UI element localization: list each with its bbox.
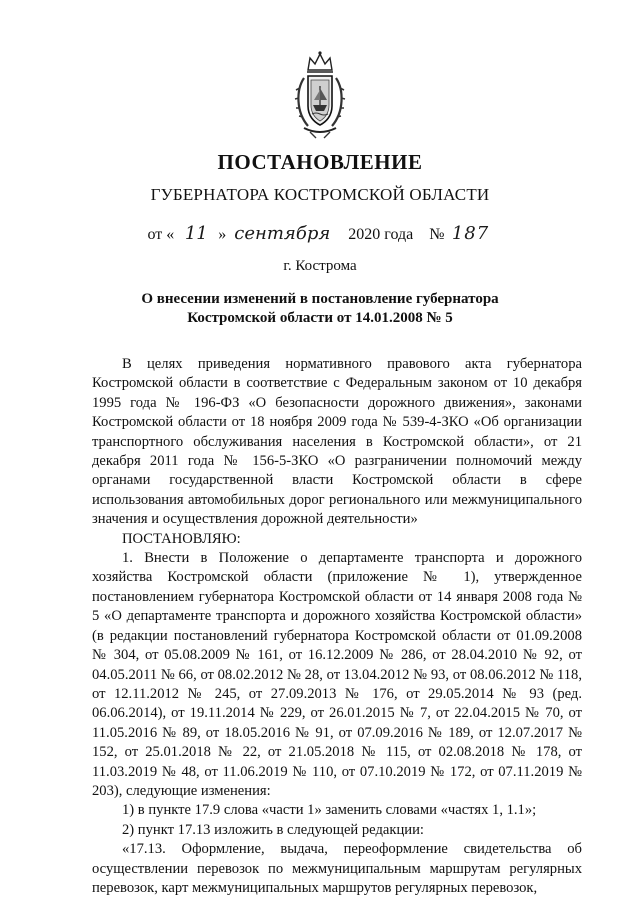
body-paragraph: 2) пункт 17.13 изложить в следующей редакции: — [122, 821, 424, 838]
number-sign: № — [429, 226, 445, 243]
issuer-name: ГУБЕРНАТОРА КОСТРОМСКОЙ ОБЛАСТИ — [150, 185, 490, 204]
date-number-line — [0, 223, 640, 244]
coat-of-arms-icon — [290, 50, 350, 140]
document-title: ПОСТАНОВЛЕНИЕ — [217, 150, 423, 174]
date-mid: » — [218, 226, 227, 243]
document-heading — [0, 290, 640, 328]
handwritten-day: 11 — [184, 223, 208, 244]
handwritten-month: сентября — [234, 223, 331, 244]
year-text: 2020 года — [348, 226, 414, 243]
heading-line: Костромской области от 14.01.2008 № 5 — [187, 310, 453, 326]
body-paragraph: 1. Внести в Положение о департаменте транспорта и дорожного хозяйства Костромской области (приложение № 1), утвержденное постановлением губернатора Костромской области от 14 января 2008 года № 5 «О департаменте транспорта и дорожного хозяйства Костромской области» (в редакции постановлений губернатора Костромской области от 01.09.2008 № 304, от 05.08.2009 № 161, от 16.12.2009 № 286, от 28.04.2010 № 92, от 04.05.2011 № 66, от 08.02.2012 № 28, от 13.04.2012 № 93, от 08.06.2012 № 118, от 12.11.2012 № 245, от 27.09.2013 № 176, от 29.05.2014 № 93 (ред. 06.06.2014), от 19.11.2014 № 229, от 26.01.2015 № 7, от 22.04.2015 № 70, от 11.05.2016 № 89, от 18.05.2016 № 91, от 07.09.2016 № 189, от 12.07.2017 № 152, от 25.01.2018 № 22, от 21.05.2018 № 115, от 02.08.2018 № 178, от 11.03.2019 № 48, от 11.06.2019 № 110, от 07.10.2019 № 172, от 07.11.2019 № 203), следующие изменения: — [92, 550, 582, 799]
heading-line: О внесении изменений в постановление губернатора — [141, 291, 499, 307]
body-paragraph: «17.13. Оформление, выдача, переоформление свидетельства об осуществлении перевозок по межмуниципальным маршрутам регулярных перевозок, карт межмуниципальных маршрутов регулярных перевозок, — [92, 841, 582, 896]
document-body — [92, 355, 582, 898]
body-paragraph: В целях приведения нормативного правового акта губернатора Костромской области в соответствие с Федеральным законом от 10 декабря 1995 года № 196-ФЗ «О безопасности дорожного движения», законами Костромской области от 18 ноября 2009 года № 539-4-ЗКО «Об организации транспортного обслуживания населения в Костромской области», от 21 декабря 2011 года № 156-5-ЗКО «О разграничении полномочий между органами государственной власти Костромской области в сфере использования автомобильных дорог регионального или межмуниципального значения и осуществления дорожной деятельности» — [92, 356, 582, 528]
city: г. Кострома — [283, 258, 357, 274]
date-prefix: от « — [147, 226, 175, 243]
body-paragraph: ПОСТАНОВЛЯЮ: — [122, 530, 241, 547]
handwritten-number: 187 — [451, 223, 490, 244]
body-paragraph: 1) в пункте 17.9 слова «части 1» заменить словами «частях 1, 1.1»; — [122, 802, 537, 819]
